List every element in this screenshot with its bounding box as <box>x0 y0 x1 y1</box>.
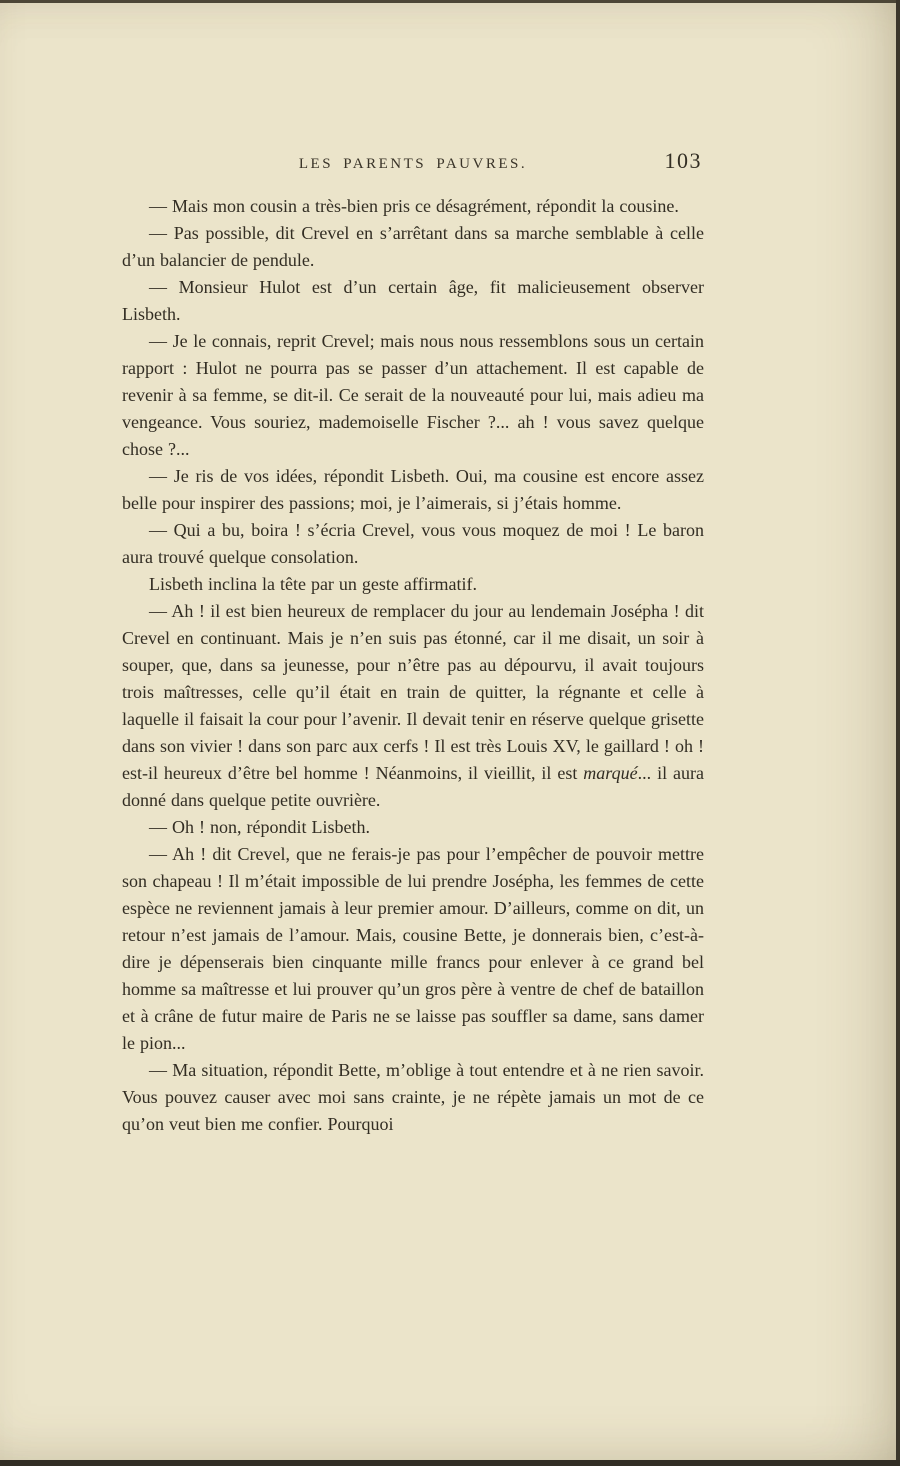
paragraph <box>122 598 704 814</box>
scan-edge-bottom <box>0 1460 900 1466</box>
text-segment: — Pas possible, dit Crevel en s’arrêtant dans sa marche semblable à celle d’un balancier de pendule. <box>122 223 704 270</box>
page-number: 103 <box>664 148 702 173</box>
scan-edge-top <box>0 0 900 3</box>
text-segment: — Ah ! dit Crevel, que ne ferais-je pas pour l’empêcher de pouvoir mettre son chapeau ! Il m’était impossible de lui prendre Josépha, les femmes de cette espèce ne reviennent jamais à leur premier amour. D’ailleurs, comme on dit, un retour n’est jamais de l’amour. Mais, cousine Bette, je donnerais bien, c’est-à-dire je dépenserais bien cinquante mille francs pour enlever à ce grand bel homme sa maîtresse et lui prouver qu’un gros père à ventre de chef de bataillon et à crâne de futur maire de Paris ne se laisse pas souffler sa dame, sans damer le pion... <box>122 844 704 1053</box>
text-segment: — Monsieur Hulot est d’un certain âge, fit malicieusement observer Lisbeth. <box>122 277 704 324</box>
paragraph <box>122 814 704 841</box>
text-segment: — Ma situation, répondit Bette, m’oblige à tout entendre et à ne rien savoir. Vous pouvez causer avec moi sans crainte, je ne répète jamais un mot de ce qu’on veut bien me confier. Pourquoi <box>122 1060 704 1134</box>
paragraph <box>122 463 704 517</box>
paragraph <box>122 841 704 1057</box>
text-segment: marqué <box>583 763 638 783</box>
text-segment: ... il aura donné dans quelque petite ouvrière. <box>122 763 704 810</box>
paragraph <box>122 220 704 274</box>
running-header <box>122 148 704 185</box>
paragraph <box>122 274 704 328</box>
paragraph <box>122 328 704 463</box>
text-segment: — Je le connais, reprit Crevel; mais nous nous ressemblons sous un certain rapport : Hulot ne pourra pas se passer d’un attachement. Il est capable de revenir à sa femme, se dit-il. Ce serait de la nouveauté pour lui, mais adieu ma vengeance. Vous souriez, mademoiselle Fischer ?... ah ! vous savez quelque chose ?... <box>122 331 704 459</box>
text-segment: — Ah ! il est bien heureux de remplacer du jour au lendemain Josépha ! dit Crevel en continuant. Mais je n’en suis pas étonné, car il me disait, un soir à souper, que, dans sa jeunesse, pour n’être pas au dépourvu, il avait toujours trois maîtresses, celle qu’il était en train de quitter, la régnante et celle à laquelle il faisait la cour pour l’avenir. Il devait tenir en réserve quelque grisette dans son vivier ! dans son parc aux cerfs ! Il est très Louis XV, le gaillard ! oh ! est-il heureux d’être bel homme ! Néanmoins, il vieillit, il est <box>122 601 704 783</box>
text-segment: — Qui a bu, boira ! s’écria Crevel, vous vous moquez de moi ! Le baron aura trouvé quelque consolation. <box>122 520 704 567</box>
text-segment: — Oh ! non, répondit Lisbeth. <box>149 817 370 837</box>
text-segment: Lisbeth inclina la tête par un geste affirmatif. <box>149 574 478 594</box>
text-segment: — Je ris de vos idées, répondit Lisbeth. Oui, ma cousine est encore assez belle pour inspirer des passions; moi, je l’aimerais, si j’étais homme. <box>122 466 704 513</box>
paragraph <box>122 193 704 220</box>
running-title: LES PARENTS PAUVRES. <box>298 156 528 172</box>
paragraph <box>122 1057 704 1138</box>
page <box>122 148 704 1138</box>
body-text <box>122 193 704 1138</box>
scan-edge-right <box>896 0 900 1466</box>
paragraph <box>122 571 704 598</box>
text-segment: — Mais mon cousin a très-bien pris ce désagrément, répondit la cousine. <box>149 196 679 216</box>
paragraph <box>122 517 704 571</box>
